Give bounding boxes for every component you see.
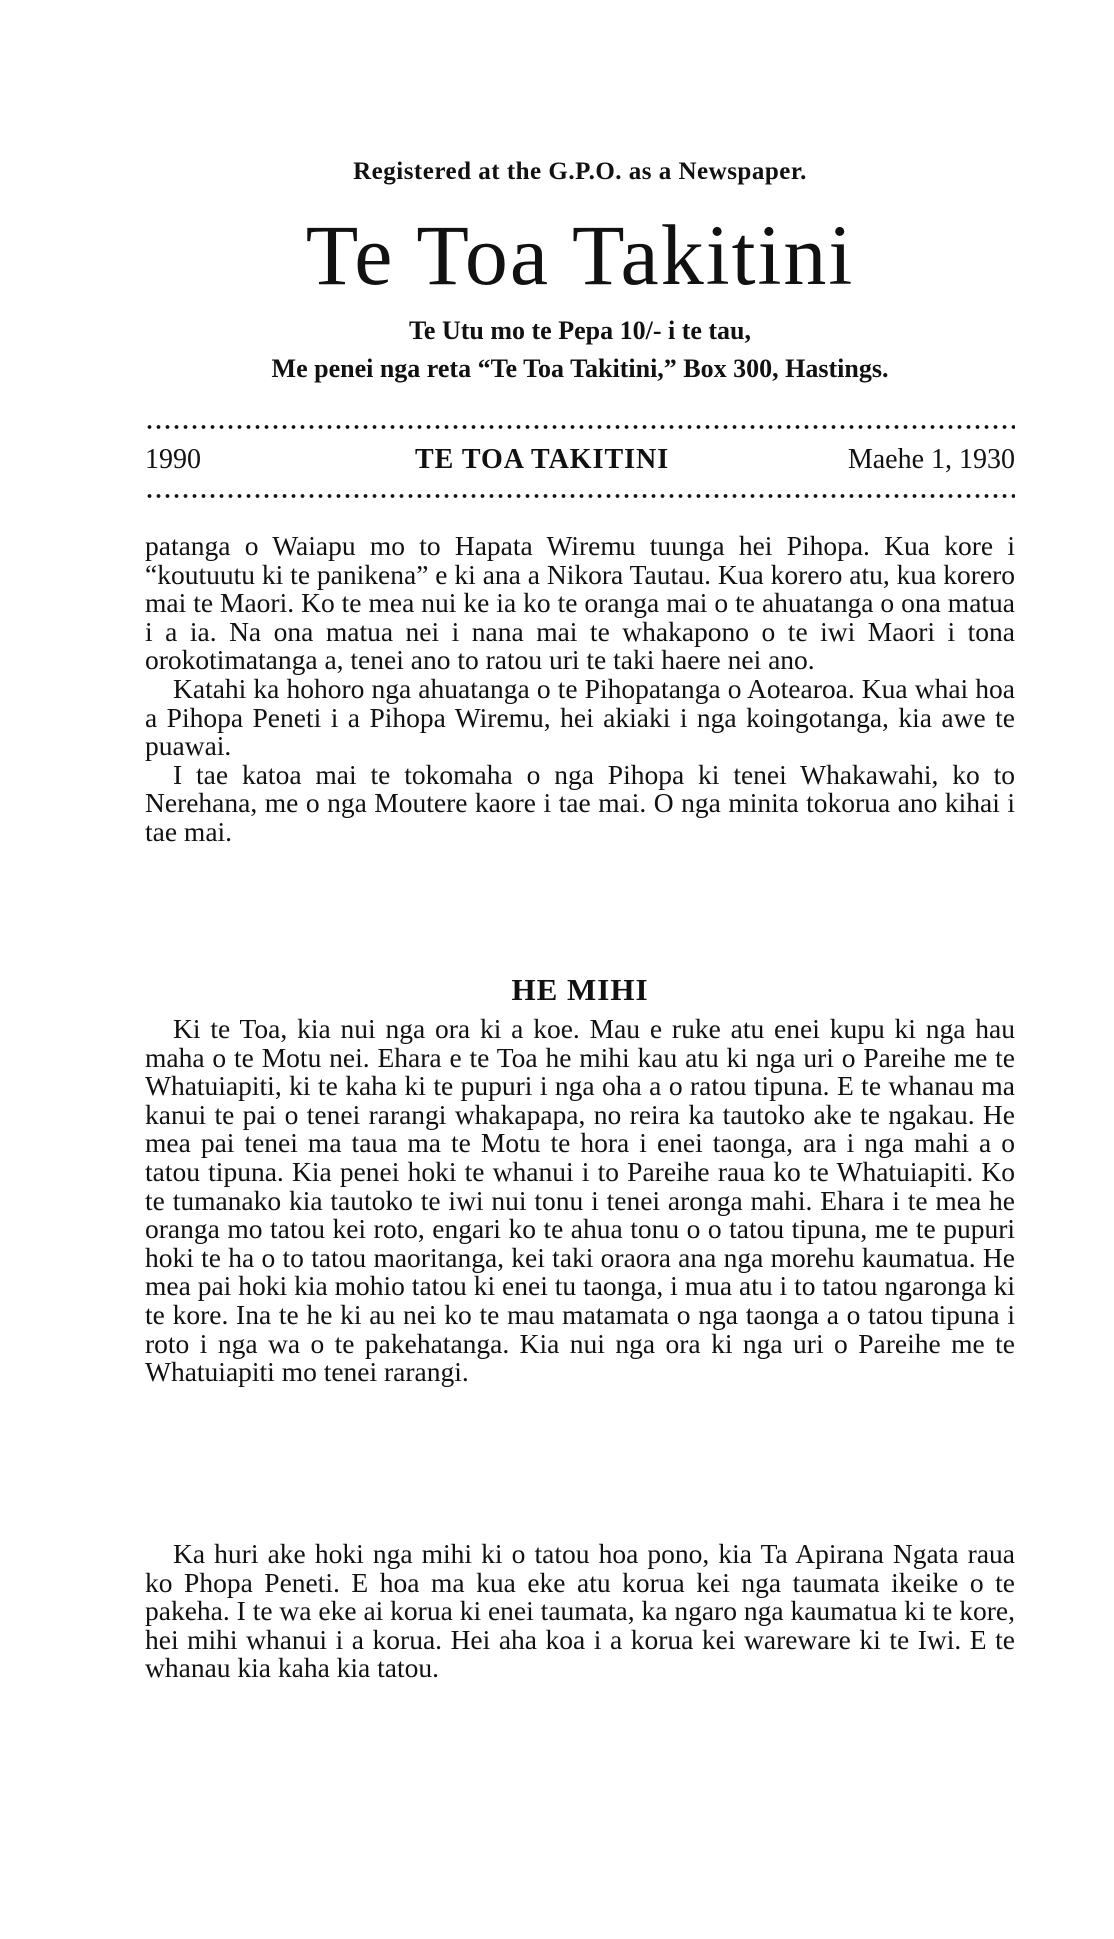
issue-number: 1990 <box>145 444 201 475</box>
section-paragraph: Ki te Toa, kia nui nga ora ki a koe. Mau e ruke atu enei kupu ki nga hau maha o te Motu nei. Ehara e te Toa he mihi kau atu ki nga uri o Pareihe me te Whatuiapiti, ki te kaha ki te pupuri i nga oha a o ratou tipuna. E te whanau ma kanui te pai o tenei rarangi whakapapa, no reira ka tautoko ake te ngakau. He mea pai tenei ma taua ma te Motu te hora i enei taonga, ara i nga mahi a o tatou tipuna. Kia penei hoki te whanui i to Pareihe raua ko te Whatuiapiti. Ko te tumanako kia tautoko te iwi nui tonu i tenei aronga mahi. Ehara i te mea he oranga mo tatou kei roto, engari ko te ahua tonu o o tatou tipuna, me te pupuri hoki te ha o to tatou maoritanga, kei taki oraora ana nga morehu kaumatua. He mea pai hoki kia mohio tatou ki enei tu taonga, i mua atu i to tatou ngaronga ki te kore. Ina te he ki au nei ko te mau matamata o nga taonga a o tatou tipuna i roto i nga wa o te pakehatanga. Kia nui nga ora ki nga uri o Pareihe me te Whatuiapiti mo tenei rarangi. <box>145 1013 1015 1388</box>
dotted-rule-bottom <box>145 492 1015 500</box>
section-body <box>145 1015 1015 1387</box>
registration-notice: Registered at the G.P.O. as a Newspaper. <box>353 158 807 185</box>
issue-line <box>145 444 1015 484</box>
masthead-title: Te Toa Takitini <box>305 207 855 303</box>
article-paragraph: I tae katoa mai te tokomaha o nga Pihopa ki tenei Whakawahi, ko to Nerehana, me o nga Moutere kaore i tae mai. O nga minita tokorua ano kihai i tae mai. <box>145 758 1015 847</box>
article-paragraph: patanga o Waiapu mo to Hapata Wiremu tuunga hei Pihopa. Kua kore i “koutuutu ki te panikena” e ki ana a Nikora Tautau. Kua korero atu, kua korero mai te Maori. Ko te mea nui ke ia ko te oranga mai o te ahuatanga o ona matua i a ia. Na ona matua nei i nana mai te whakapono o te iwi Maori i tona orokotimatanga a, tenei ano to ratou uri te taki haere nei ano. <box>145 530 1015 676</box>
section-heading: HE MIHI <box>511 972 649 1007</box>
address-line: Me penei nga reta “Te Toa Takitini,” Box 300, Hastings. <box>271 354 889 383</box>
article-continuation <box>145 532 1015 847</box>
subscription-line: Te Utu mo te Pepa 10/- i te tau, <box>408 316 752 345</box>
issue-title: TE TOA TAKITINI <box>415 444 670 475</box>
dotted-rule-top <box>145 423 1015 431</box>
section-paragraph: Ka huri ake hoki nga mihi ki o tatou hoa pono, kia Ta Apirana Ngata raua ko Phopa Peneti. E hoa ma kua eke atu korua kei nga taumata ikeike o te pakeha. I te wa eke ai korua ki enei taumata, ka ngaro nga kaumatua ki te kore, hei mihi whanui i a korua. Hei aha koa i a korua kei wareware ki te Iwi. E te whanau kia kaha kia tatou. <box>145 1538 1015 1684</box>
issue-date: Maehe 1, 1930 <box>847 444 1015 475</box>
section-body-continued <box>145 1540 1015 1683</box>
article-paragraph: Katahi ka hohoro nga ahuatanga o te Pihopatanga o Aotearoa. Kua whai hoa a Pihopa Peneti i a Pihopa Wiremu, hei akiaki i nga koingotanga, kia awe te puawai. <box>145 672 1015 762</box>
